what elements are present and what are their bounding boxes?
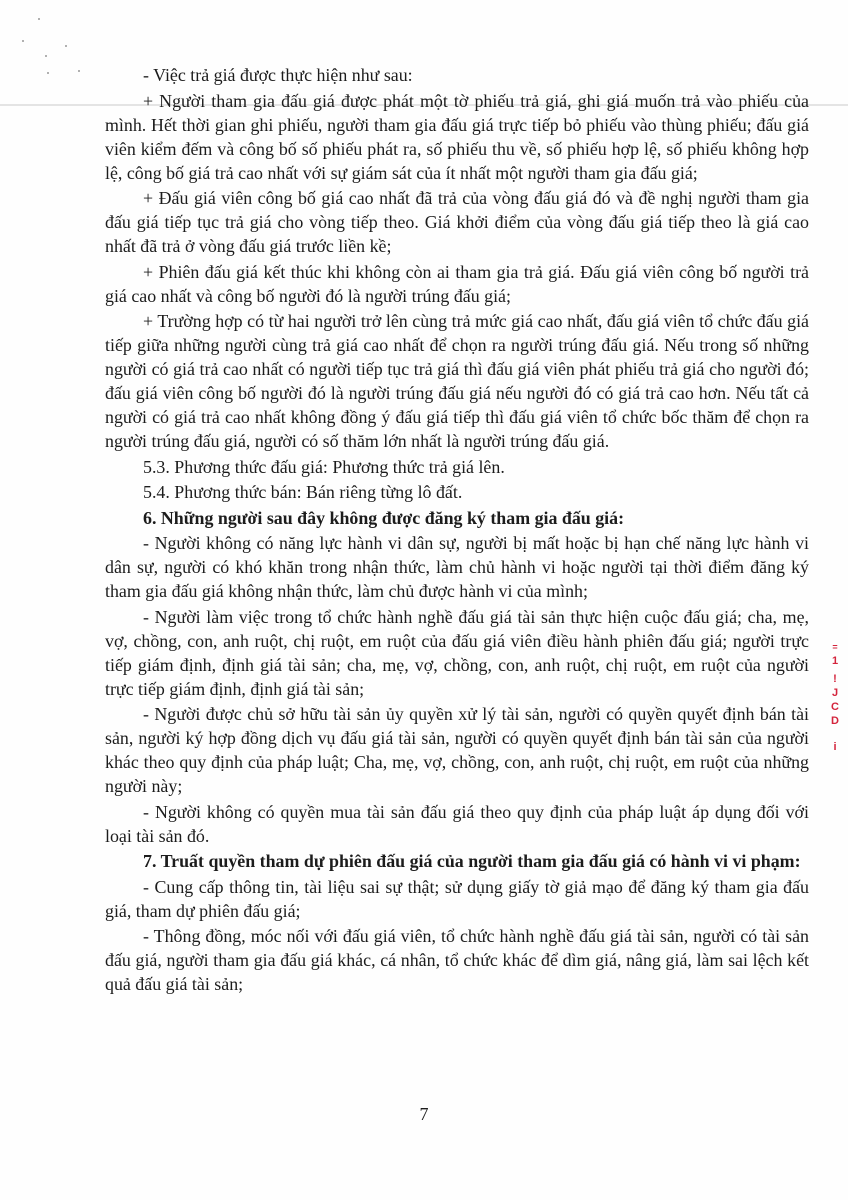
- paragraph: - Người làm việc trong tổ chức hành nghề đấu giá tài sản thực hiện cuộc đấu giá; cha, mẹ, vợ, chồng, con, anh ruột, chị ruột, em ruột của đấu giá viên điều hành phiên đấu giá; người trực tiếp giám định, định giá tài sản; cha, mẹ, vợ, chồng, con, anh ruột, chị ruột, em ruột của người trực tiếp giám định, định giá tài sản;: [105, 606, 809, 699]
- paragraph: - Việc trả giá được thực hiện như sau:: [143, 65, 413, 85]
- paragraph: + Phiên đấu giá kết thúc khi không còn ai tham gia trả giá. Đấu giá viên công bố người trả giá cao nhất và công bố người đó là người trúng đấu giá;: [105, 261, 809, 306]
- section-heading: 7. Truất quyền tham dự phiên đấu giá của người tham gia đấu giá có hành vi vi phạm:: [143, 851, 801, 871]
- paragraph: 5.3. Phương thức đấu giá: Phương thức trả giá lên.: [143, 456, 505, 477]
- paragraph: - Cung cấp thông tin, tài liệu sai sự thật; sử dụng giấy tờ giả mạo để đăng ký tham gia đấu giá, tham dự phiên đấu giá;: [105, 876, 809, 921]
- section-heading: 6. Những người sau đây không được đăng ký tham gia đấu giá:: [143, 507, 625, 528]
- page-number: 7: [419, 1104, 429, 1124]
- paragraph: + Người tham gia đấu giá được phát một tờ phiếu trả giá, ghi giá muốn trả vào phiếu của mình. Hết thời gian ghi phiếu, người tham gia đấu giá trực tiếp bỏ phiếu vào thùng phiếu; đấu giá viên kiểm đếm và công bố số phiếu phát ra, số phiếu thu về, số phiếu hợp lệ, số phiếu không hợp lệ, công bố giá trả cao nhất với sự giám sát của ít nhất một người tham gia đấu giá;: [105, 90, 809, 183]
- paragraph: + Trường hợp có từ hai người trở lên cùng trả mức giá cao nhất, đấu giá viên tổ chức đấu giá tiếp giữa những người cùng trả giá cao nhất để chọn ra người trúng đấu giá. Nếu trong số những người có giá trả cao nhất có người tiếp tục trả giá thì đấu giá viên phát phiếu trả giá cho người đó; đấu giá viên công bố người đó là người trúng đấu giá nếu người đó có giá trả cao hơn. Nếu tất cả người có giá trả cao nhất không đồng ý đấu giá tiếp thì đấu giá viên tổ chức bốc thăm để chọn ra người trúng đấu giá, người có số thăm lớn nhất là người trúng đấu giá.: [105, 311, 809, 451]
- paragraph: 5.4. Phương thức bán: Bán riêng từng lô đất.: [143, 482, 463, 502]
- paragraph: - Thông đồng, móc nối với đấu giá viên, tổ chức hành nghề đấu giá tài sản, người có tài sản đấu giá, người tham gia đấu giá khác, cá nhân, tổ chức khác để dìm giá, nâng giá, làm sai lệch kết quả đấu giá tài sản;: [105, 926, 809, 994]
- paragraph: - Người không có năng lực hành vi dân sự, người bị mất hoặc bị hạn chế năng lực hành vi dân sự, người có khó khăn trong nhận thức, làm chủ hành vi hoặc người tại thời điểm đăng ký tham gia đấu giá không nhận thức, làm chủ được hành vi của mình;: [105, 533, 809, 601]
- document-body: [105, 63, 809, 998]
- paragraph: - Người không có quyền mua tài sản đấu giá theo quy định của pháp luật áp dụng đối với loại tài sản đó.: [105, 801, 809, 846]
- paragraph: + Đấu giá viên công bố giá cao nhất đã trả của vòng đấu giá đó và đề nghị người tham gia đấu giá tiếp tục trả giá cho vòng tiếp theo. Giá khởi điểm của vòng đấu giá tiếp theo là giá cao nhất đã trả ở vòng đấu giá trước liền kề;: [105, 188, 809, 256]
- red-stamp-fragment: = 1 ! J C D i: [831, 642, 839, 753]
- paragraph: - Người được chủ sở hữu tài sản ủy quyền xử lý tài sản, người có quyền quyết định bán tài sản, người ký hợp đồng dịch vụ đấu giá tài sản, người có quyền quyết định bán tài sản của người khác theo quy định của pháp luật; Cha, mẹ, vợ, chồng, con, anh ruột, chị ruột, em ruột của những người này;: [105, 704, 809, 796]
